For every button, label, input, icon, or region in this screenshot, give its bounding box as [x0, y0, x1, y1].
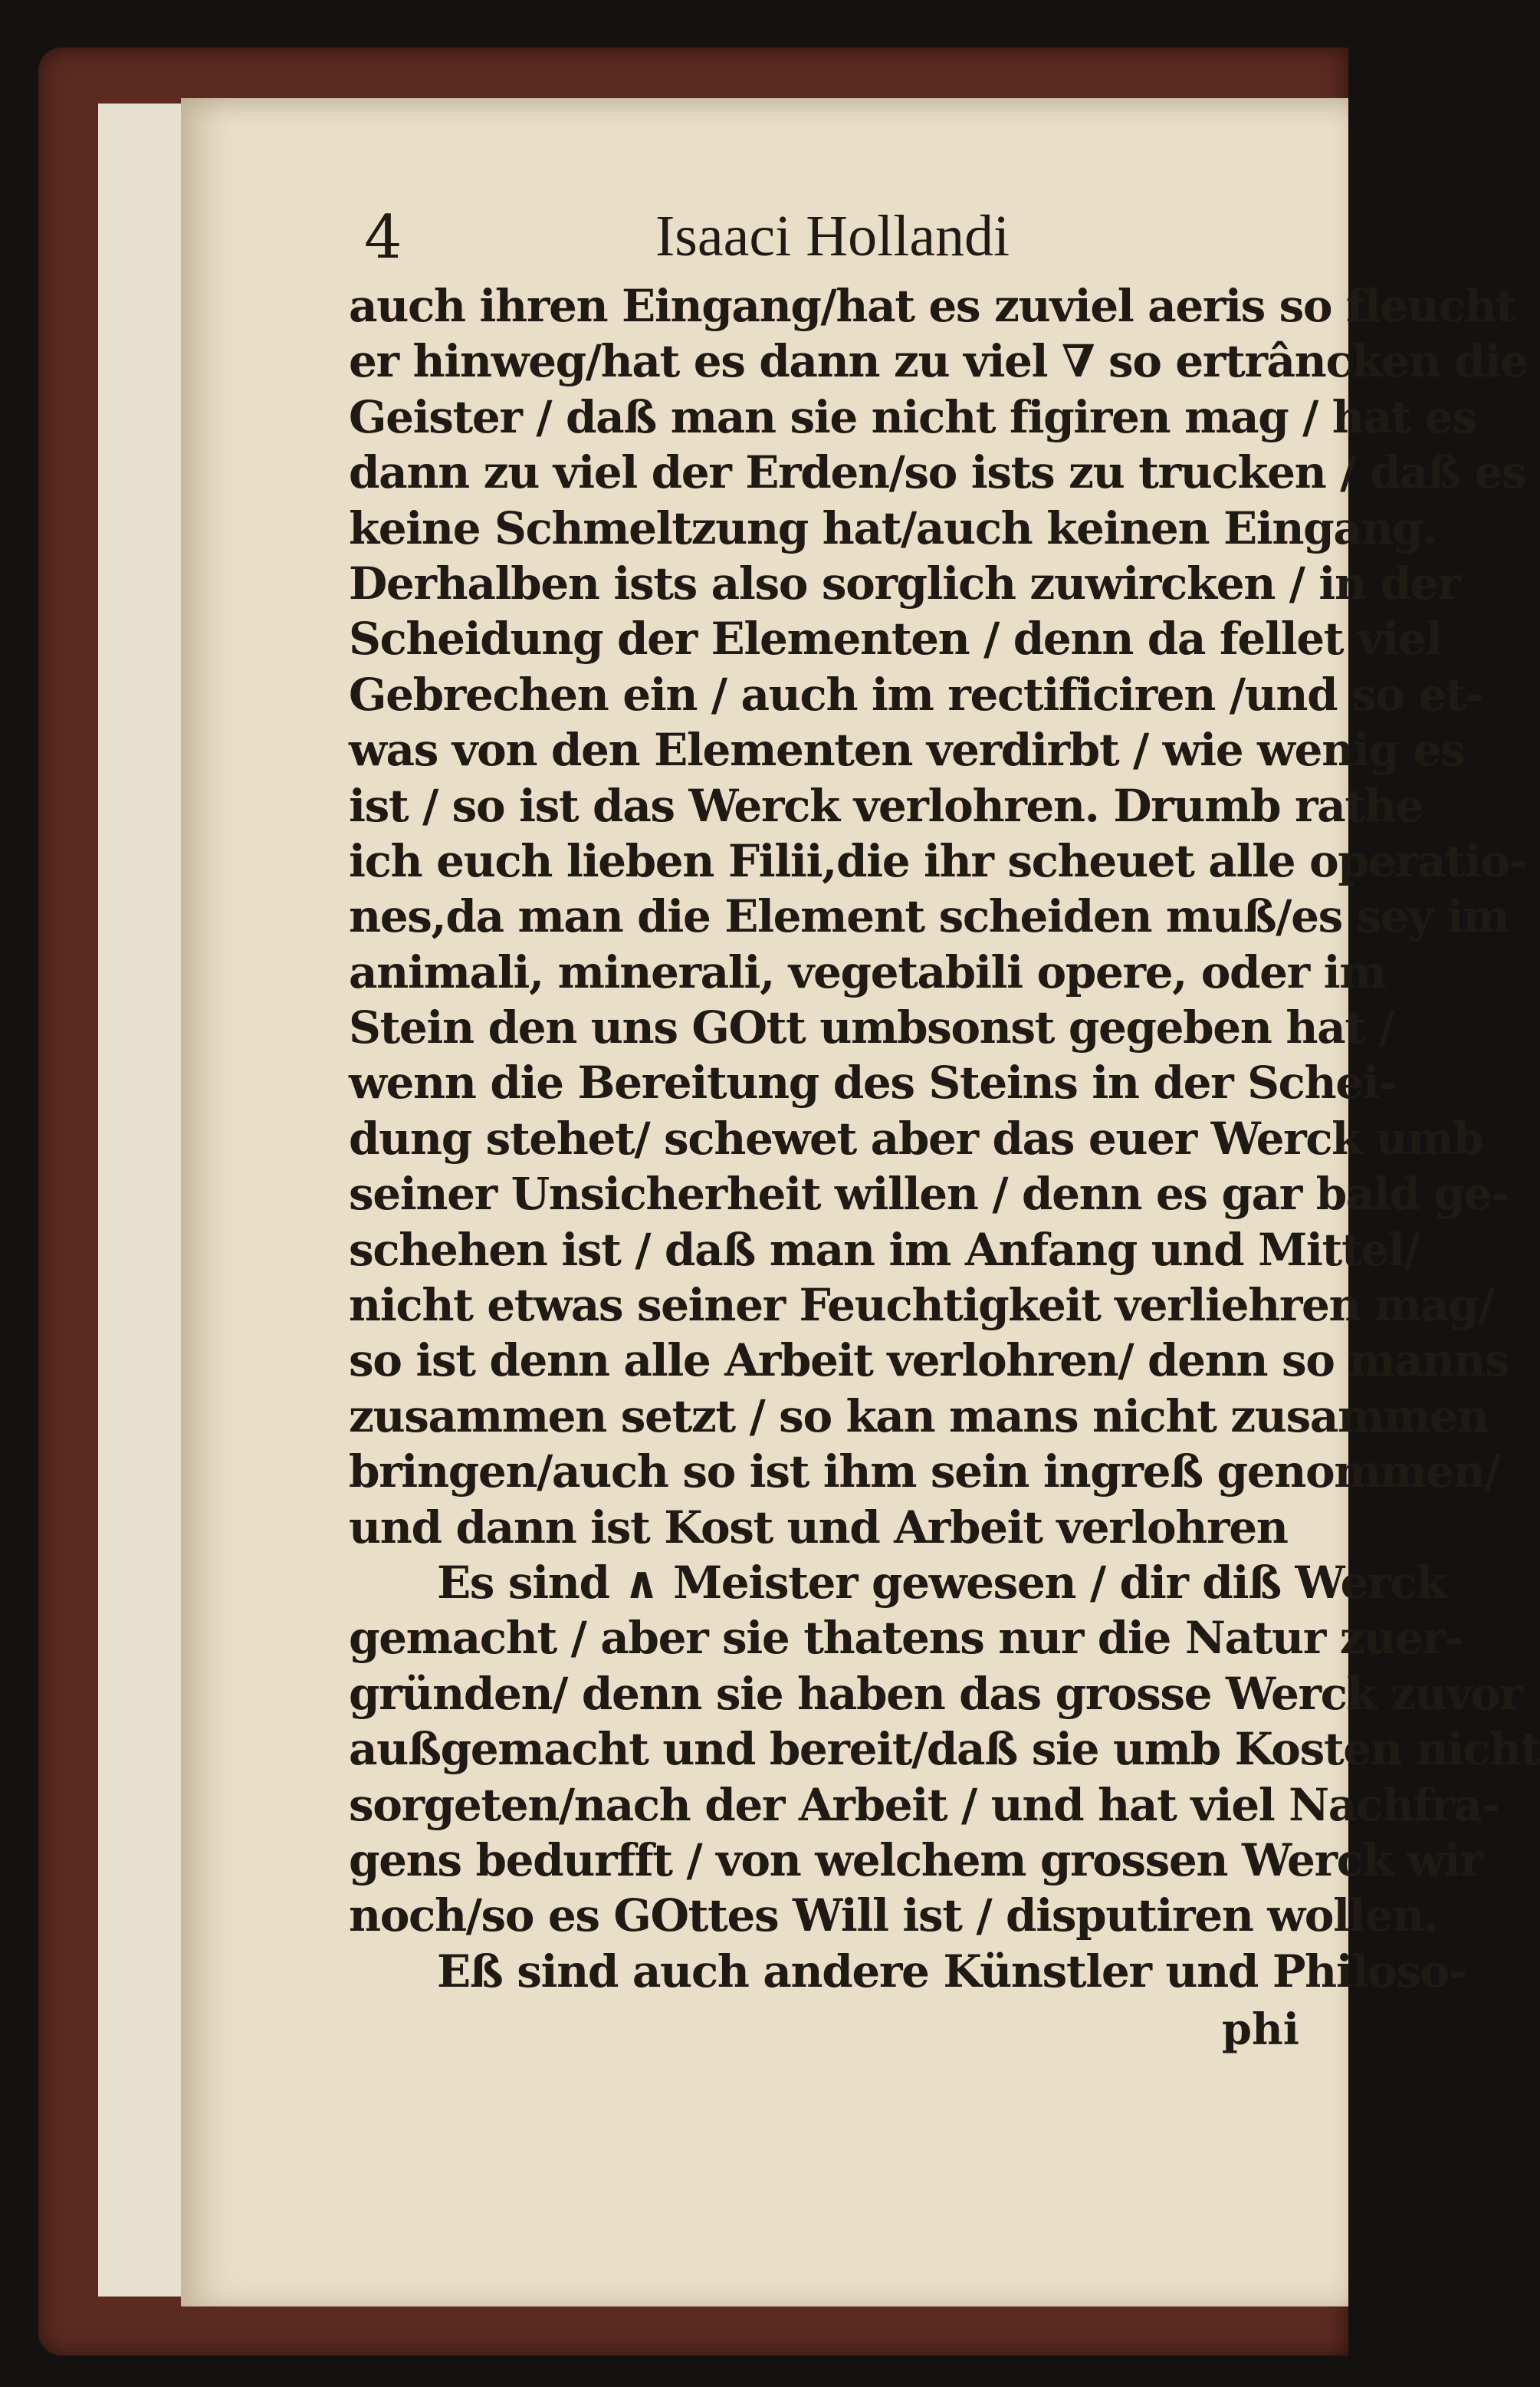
text-line: ist / so ist das Werck verlohren. Drumb rathe	[349, 779, 1423, 832]
text-line: ich euch lieben Filii,die ihr scheuet alle operatio-	[349, 834, 1527, 887]
text-line: noch/so es GOttes Will ist / disputiren wollen.	[349, 1889, 1438, 1942]
text-line: Eß sind auch andere Künstler und Philoso-	[437, 1945, 1466, 1997]
running-title: Isaaci Hollandi	[655, 204, 1010, 268]
page-edges	[98, 104, 192, 2297]
text-line: Stein den uns GOtt umbsonst gegeben hat /	[349, 1001, 1394, 1054]
text-line: was von den Elementen verdirbt / wie wenig es	[349, 724, 1465, 777]
text-line: er hinweg/hat es dann zu viel ∇ so ertrâncken die	[349, 335, 1528, 388]
text-line: seiner Unsicherheit willen / denn es gar bald ge-	[349, 1168, 1509, 1221]
text-line: dann zu viel der Erden/so ists zu trucken / daß es	[349, 446, 1526, 499]
page-number: 4	[364, 203, 402, 272]
text-line: animali, minerali, vegetabili opere, oder im	[349, 945, 1386, 998]
text-line: gründen/ denn sie haben das grosse Werck zuvor	[349, 1667, 1522, 1720]
text-line: so ist denn alle Arbeit verlohren/ denn so manns	[349, 1334, 1509, 1387]
text-block	[349, 196, 1540, 2060]
text-line: keine Schmeltzung hat/auch keinen Eingang.	[349, 501, 1437, 554]
text-line: Geister / daß man sie nicht figiren mag / hat es	[349, 390, 1476, 443]
page-header	[349, 196, 1330, 278]
text-line: Es sind ∧ Meister gewesen / dir diß Werck	[437, 1556, 1446, 1609]
text-line: und dann ist Kost und Arbeit verlohren	[349, 1501, 1288, 1554]
text-line: Scheidung der Elementen / denn da fellet viel	[349, 613, 1441, 666]
text-line: wenn die Bereitung des Steins in der Schei-	[349, 1057, 1397, 1110]
text-line: sorgeten/nach der Arbeit / und hat viel Nachfra-	[349, 1778, 1499, 1831]
text-line: gemacht / aber sie thatens nur die Natur zuer-	[349, 1612, 1463, 1665]
text-line: nes,da man die Element scheiden muß/es sey im	[349, 890, 1509, 943]
text-line: außgemacht und bereit/daß sie umb Kosten nicht	[349, 1723, 1540, 1776]
text-line: auch ihren Eingang/hat es zuviel aeris so fleucht	[349, 280, 1515, 332]
text-line: bringen/auch so ist ihm sein ingreß genommen/	[349, 1445, 1500, 1498]
text-line: Derhalben ists also sorglich zuwircken / in der	[349, 557, 1460, 610]
text-line: gens bedurfft / von welchem grossen Werck wir	[349, 1833, 1483, 1886]
text-line: Gebrechen ein / auch im rectificiren /und so et-	[349, 668, 1483, 721]
text-line: nicht etwas seiner Feuchtigkeit verliehren mag/	[349, 1279, 1494, 1332]
text-line: zusammen setzt / so kan mans nicht zusammen	[349, 1389, 1489, 1442]
text-line: schehen ist / daß man im Anfang und Mittel/	[349, 1223, 1420, 1276]
catchword: phi	[1221, 2004, 1299, 2056]
text-line: dung stehet/ schewet aber das euer Werck umb	[349, 1112, 1483, 1165]
